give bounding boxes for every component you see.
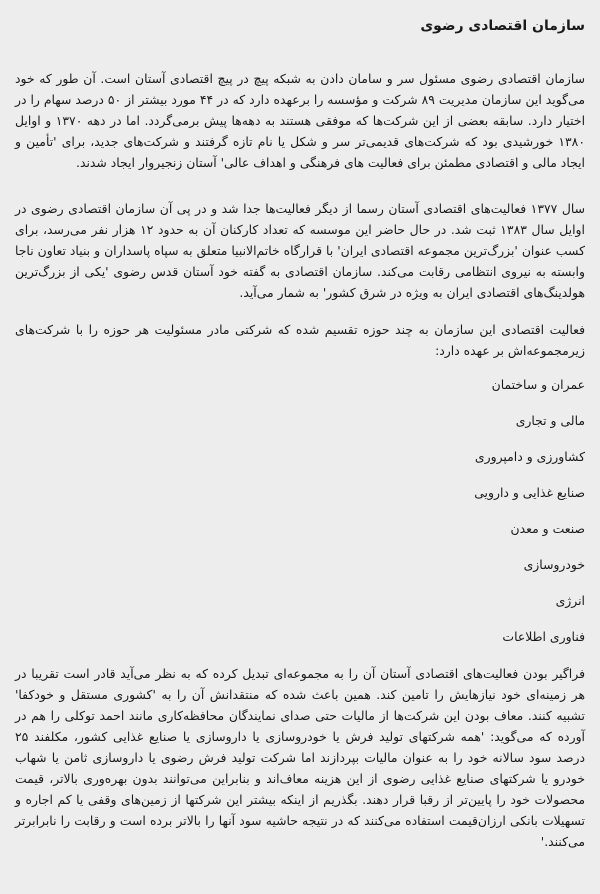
paragraph-organization: سازمان اقتصادی رضوی مسئول سر و سامان دادن به شبکه پیچ در پیچ اقتصادی آستان است. آن طور که خود می‌گوید این سازمان مدیریت ۸۹ شرکت و مؤسسه را برعهده دارد که در ۴۴ مورد بیشتر از ۵۰ درصد سهام را در اختیار دارد. سابقه بعضی از این شرکت‌ها که موفقی هستند به دهه‌ها پیش برمی‌گردد. اما در دهه ۱۳۷۰ و اوایل ۱۳۸۰ خورشیدی بود که شرکت‌های قدیمی‌تر سر و شکل یا نام تازه گرفتند و شرکت‌های جدید، برای 'تأمین و ایجاد مالی و اقتصادی مطمئن برای فعالیت های فرهنگی و اهداف عالی' آستان زنجیروار ایجاد شدند. [15, 71, 586, 170]
sector-item-agriculture: کشاورزی و دامپروری [474, 449, 585, 464]
sector-item-automotive: خودروسازی [523, 557, 585, 572]
paragraph-sectors-intro: فعالیت اقتصادی این سازمان به چند حوزه تقسیم شده که شرکتی مادر مسئولیت هر حوزه را با شرکت‌های زیرمجموعه‌اش بر عهده دارد: [15, 322, 585, 358]
paragraph-closing: فراگیر بودن فعالیت‌های اقتصادی آستان آن را به مجموعه‌ای تبدیل کرده که به نظر می‌آید قادر است تقریبا در هر زمینه‌ای خود نیازهایش را تامین کند. همین باعث شده که منتقدانش آن را به 'کشوری مستقل و خودکفا' تشبیه کنند. معاف بودن این شرکت‌ها از مالیات حتی صدای نمایندگان محافظه‌کاری مانند احمد توکلی را هم در آورده که می‌گوید: 'همه شرکتهای تولید فرش یا خودروسازی یا داروسازی یا صنایع غذایی کشور، مکلفند ۲۵ درصد سود سالانه خود را به عنوان مالیات بپردازند اما شرکت تولید فرش رضوی یا داروسازی ثامن یا شهاب خودرو یا شرکتهای صنایع غذایی رضوی از این هزینه معاف‌اند و بنابراین می‌توانند بدون بهره‌وری بالاتر، قیمت محصولات خود را پایین‌تر از رقبا قرار دهند. بگذریم از اینکه بیشتر این شرکتها از زمین‌های وقفی یا کم اجاره و تسهیلات بانکی ارزان‌قیمت استفاده می‌کنند که در نتیجه حاشیه سود آنها را بالاتر برده است و رقابت را نابرابرتر می‌کنند.' [15, 666, 585, 849]
sector-item-it: فناوری اطلاعات [502, 629, 585, 644]
paragraph-history: سال ۱۳۷۷ فعالیت‌های اقتصادی آستان رسما از دیگر فعالیت‌ها جدا شد و در پی آن سازمان اقتصادی رضوی در اوایل سال ۱۳۸۳ ثبت شد. در حال حاضر این موسسه که تعداد کارکنان آن به حدود ۱۲ هزار نفر می‌رسد، برای کسب عنوان 'بزرگ‌ترین مجموعه اقتصادی ایران' با قرارگاه خاتم‌الانبیا متعلق به سپاه پاسداران و بنیاد تعاون ناجا وابسته به نیروی انتظامی رقابت می‌کند. سازمان اقتصادی به گفته خود آستان قدس رضوی 'یکی از بزرگ‌ترین هولدینگ‌های اقتصادی ایران به ویژه در شرق کشور' به شمار می‌آید. [15, 201, 585, 300]
sector-item-energy: انرژی [555, 593, 585, 608]
sector-item-industry-mining: صنعت و معدن [510, 521, 585, 536]
sector-item-finance: مالی و تجاری [515, 413, 585, 428]
sector-item-food-pharma: صنایع غذایی و دارویی [474, 485, 585, 500]
article-title: سازمان اقتصادی رضوی [420, 18, 585, 34]
sector-item-construction: عمران و ساختمان [491, 377, 585, 392]
sector-list [15, 374, 585, 647]
